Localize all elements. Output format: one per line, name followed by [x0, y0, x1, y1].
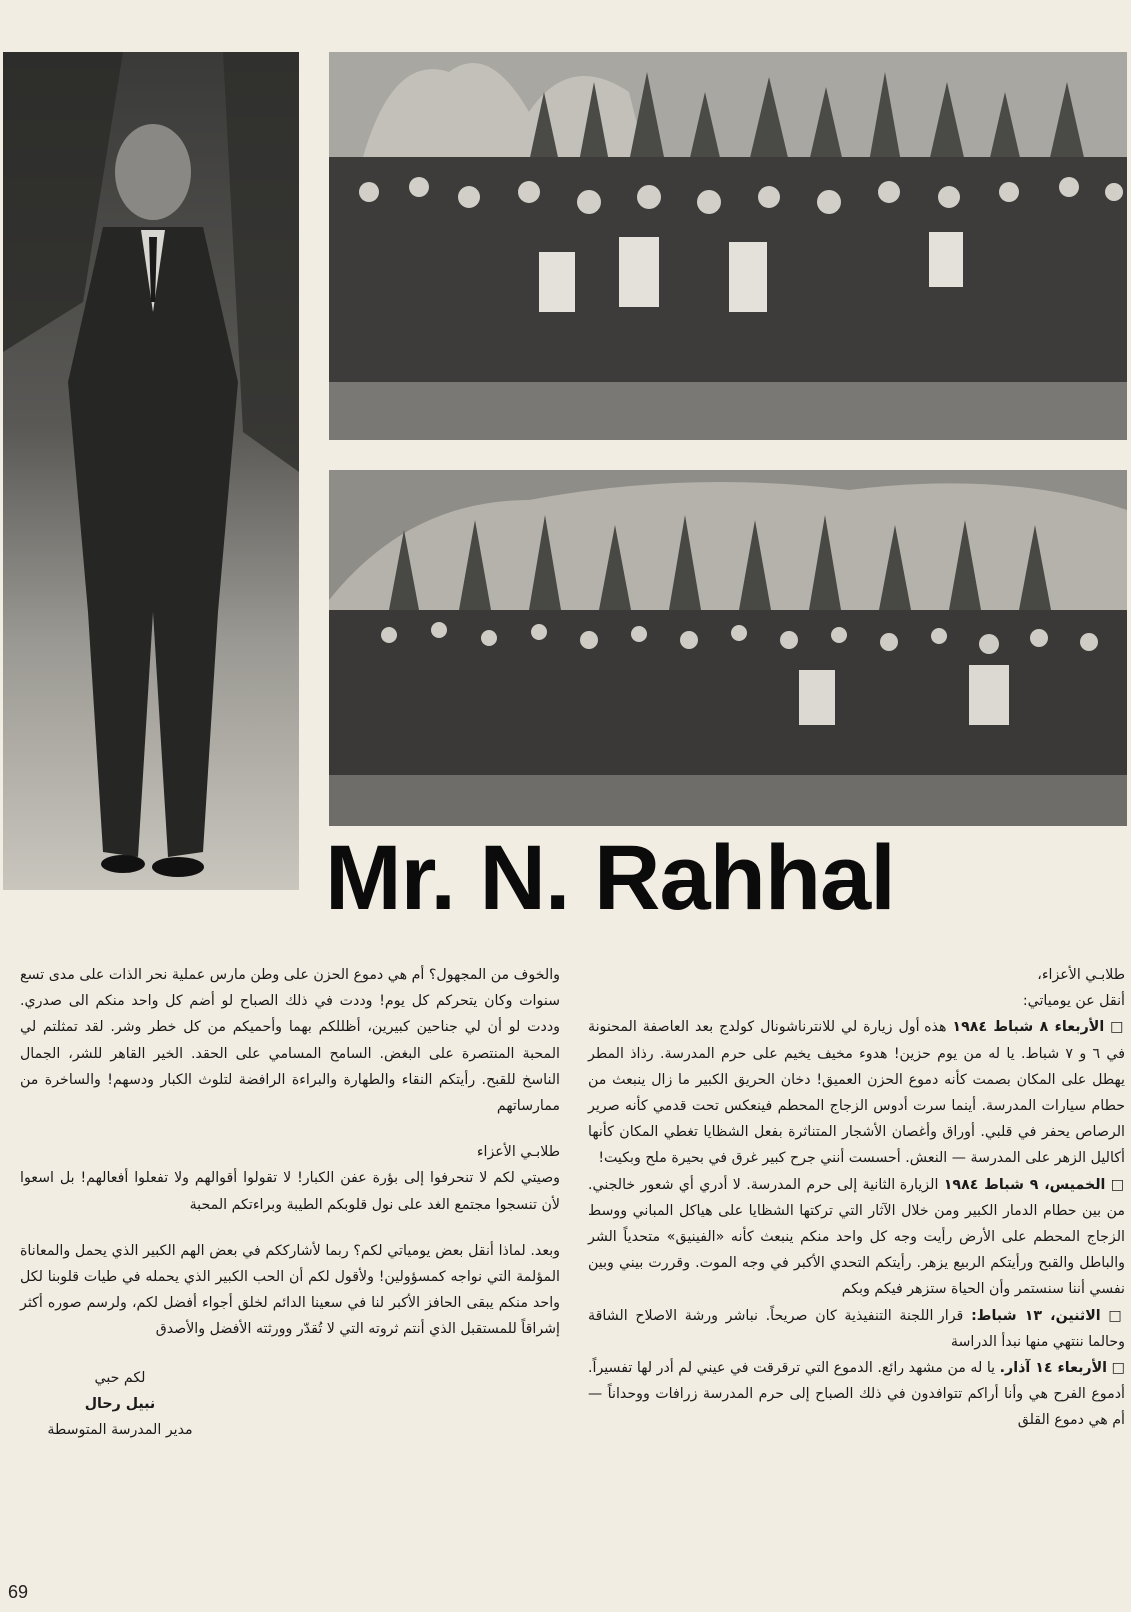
group-photo-top — [329, 52, 1127, 440]
entry-date: الخميس، ٩ شباط ١٩٨٤ — [943, 1176, 1106, 1193]
group-photo-bottom — [329, 470, 1127, 826]
entry-date: الأربعاء ١٤ آذار. — [999, 1360, 1108, 1377]
diary-entry — [588, 1014, 1125, 1171]
signature-block — [25, 1365, 215, 1444]
article-column-left — [20, 962, 560, 1443]
author-position: مدير المدرسة المتوسطة — [47, 1422, 193, 1439]
greeting: طلابـي الأعزاء — [476, 1144, 560, 1161]
closing: لكم حبي — [94, 1369, 146, 1386]
page-title: Mr. N. Rahhal — [325, 827, 895, 929]
paragraph: وصيتي لكم لا تنحرفوا إلى بؤرة عفن الكبار! لا تقولوا أقوالهم ولا تفعلوا أفعالهم! بل اسعوا لأن تنسجوا مجتمع الغد على نول قلوبكم الطيبة وبراءتكم المحبة — [20, 1170, 560, 1213]
article-column-right — [588, 962, 1125, 1434]
entry-marker: □ — [1110, 1176, 1125, 1193]
entry-marker: □ — [1108, 1307, 1126, 1324]
greeting: طلابـي الأعزاء، — [1037, 967, 1125, 983]
entry-marker: □ — [1110, 1019, 1126, 1036]
diary-entry — [588, 1355, 1125, 1434]
entry-date: الأربعاء ٨ شباط ١٩٨٤ — [952, 1019, 1105, 1036]
entry-marker: □ — [1111, 1360, 1125, 1377]
entry-text: الزيارة الثانية إلى حرم المدرسة. لا أدري أي شعور خالجني. من بين حطام الدمار الكبير ومن خلال الآثار التي تركتها الشظايا على هياكل المباني ووسط الزجاج المحطم على الأرض رأيت وجه كل واحد منكم ينبعث كأنه «الفينيق» متحدياً الشر والباطل والقبح ورأيتكم الربيع يزهر. رأيتكم التحدي الأكبر في وجه الموت. وقررت بيني وبين نفسي أننا سنستمر وأن الحياة ستزهر فيكم وبكم — [588, 1176, 1125, 1298]
page-number: 69 — [8, 1582, 29, 1602]
entry-text: قرار اللجنة التنفيذية كان صريحاً. نباشر ورشة الاصلاح الشاقة وحالما ننتهي منها نبدأ الدراسة — [588, 1307, 1125, 1350]
diary-entry — [588, 1303, 1125, 1355]
author-name: نبيل رحال — [84, 1395, 156, 1412]
entry-text: يا له من مشهد رائع. الدموع التي ترقرقت في عيني لم أدر لها تفسيراً. أدموع الفرح هي وأنا أراكم تتوافدون في ذلك الصباح إلى حرم المدرسة زرافات ووحداناً — أم هي دموع القلق — [588, 1360, 1125, 1429]
paragraph: وبعد. لماذا أنقل بعض يومياتي لكم؟ ربما لأشارككم في بعض الهم الكبير الذي يحمل والمعاناة المؤلمة التي نواجه كمسؤولين! ولأقول لكم أن الحب الكبير الذي يحمله في طيات قلوبنا لكل واحد منكم يبقى الحافز الأكبر لنا في سعينا الدائم لخلق أجواء أفضل لكم، ولرسم صوره أكثر إشراقاً للمستقبل الذي أنتم ثروته التي لا تُقدّر وورثته الأفضل والأصدق — [20, 1242, 560, 1338]
intro-line: أنقل عن يومياتي: — [1022, 993, 1125, 1010]
paragraph: والخوف من المجهول؟ أم هي دموع الحزن على وطن مارس عملية نحر الذات على مدى تسع سنوات وكان يتحركم كل يوم! وددت في ذلك الصباح لو أضم كل واحد منكم الى صدري. وددت لو أن لي جناحين كبيرين، أظللكم بهما وأحميكم من كل خطر وشر. لقد تمثلتم لي المحبة المنتصرة على البغض. السامح المسامي على الحقد. الخير القاهر للشر، الجمال الناسخ للقبح. رأيتكم النقاء والطهارة والبراءة الرافضة لتلوث الكبار ودسهم! والساخرة من ممارساتهم — [20, 967, 560, 1115]
entry-date: الاثنين، ١٣ شباط: — [971, 1307, 1101, 1324]
portrait-photo — [3, 52, 299, 890]
diary-entry — [588, 1172, 1125, 1303]
entry-text: هذه أول زيارة لي للانترناشونال كولدج بعد العاصفة المحنونة في ٦ و ٧ شباط. يا له من يوم حزين! هدوء مخيف يخيم على حرم المدرسة. رذاذ المطر يهطل على المكان بصمت كأنه دموع الحزن العميق! دخان الحريق الكبير ما زال ينبعث من حطام سيارات المدرسة. أينما سرت أدوس الزجاج المحطم فينعكس تحت قدمي كأنه صرير الرصاص يحفر في قلبي. أوراق وأغصان الأشجار المتناثرة بفعل الشظايا تغطي المكان كأنها أكاليل الزهر على المدرسة — النعش. أحسست أنني جرح كبير غرق في بحيرة ملح وبكيت! — [588, 1019, 1125, 1167]
